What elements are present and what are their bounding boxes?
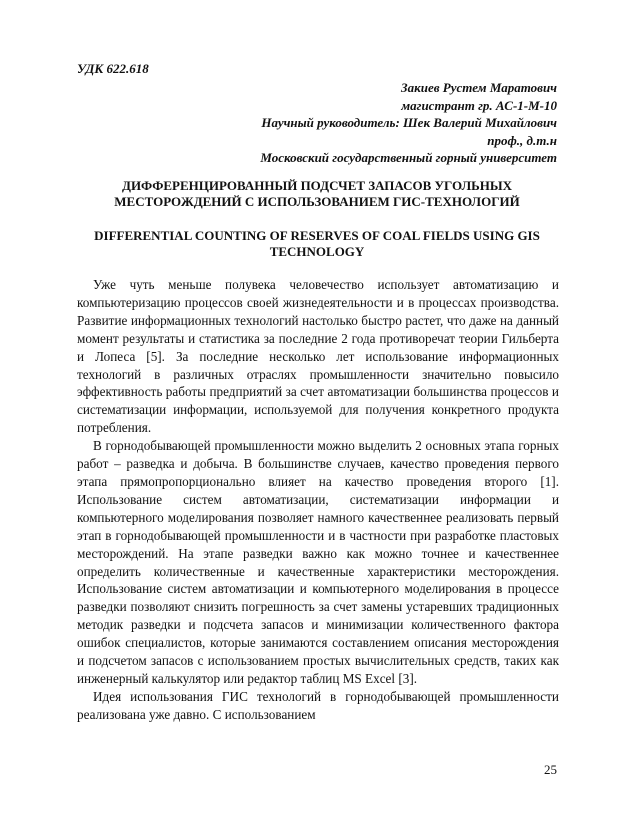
university: Московский государственный горный университет bbox=[260, 150, 557, 165]
paragraph-1: Уже чуть меньше полувека человечество использует автоматизацию и компьютеризацию процессов своей жизнедеятельности и в процессах производства. Развитие информационных технологий настолько быстро растет, что даже на данный момент результаты и статистика за последние 2 года противоречат теории Гильберта и Лопеса [5]. За последние несколько лет использование информационных технологий в различных отраслях промышленности значительно повысило эффективность работы предприятий за счет автоматизации большинства процессов и систематизации информации, используемой для получения конкретного продукта потребления. bbox=[77, 277, 559, 436]
paragraph-3: Идея использования ГИС технологий в горнодобывающей промышленности реализована уже давно. С использованием bbox=[77, 688, 559, 722]
supervisor-degree: проф., д.т.н bbox=[487, 132, 557, 148]
title-russian: ДИФФЕРЕНЦИРОВАННЫЙ ПОДСЧЕТ ЗАПАСОВ УГОЛЬНЫХ МЕСТОРОЖДЕНИЙ С ИСПОЛЬЗОВАНИЕМ ГИС-ТЕХНОЛОГИЙ bbox=[114, 178, 520, 209]
paragraph-2: В горнодобывающей промышленности можно выделить 2 основных этапа горных работ – разведка и добыча. В большинстве случаев, качество проведения первого этапа прямопропорционально влияет на качество проведения второго [1]. Использование систем автоматизации, систематизации информации и компьютерного моделирования позволяет намного качественнее реализовать первый этап в горнодобывающей промышленности и в частности при разработке пластовых месторождений. На этапе разведки важно как можно точнее и качественнее определить количественные и качественные характеристики месторождения. Использование систем автоматизации и компьютерного моделирования в процессе разведки позволяют снизить погрешность за счет замены устаревших традиционных методик разведки и подсчета запасов и минимизации количественного фактора ошибок специалистов, которые занимаются составлением описания месторождения и подсчетом запасов с использованием простых вычислительных средств, таких как инженерный калькулятор или редактор таблиц MS Excel [3]. bbox=[77, 438, 559, 686]
article-body bbox=[77, 276, 559, 724]
author-name: Закиев Рустем Маратович bbox=[401, 80, 557, 95]
supervisor: Научный руководитель: Шек Валерий Михайлович bbox=[261, 115, 557, 130]
author-position: магистрант гр. АС-1-М-10 bbox=[401, 97, 557, 113]
title-english: DIFFERENTIAL COUNTING OF RESERVES OF COAL FIELDS USING GIS TECHNOLOGY bbox=[94, 228, 540, 259]
page-number: 25 bbox=[544, 762, 557, 777]
author-block bbox=[260, 79, 557, 167]
udk-code: УДК 622.618 bbox=[77, 61, 149, 76]
